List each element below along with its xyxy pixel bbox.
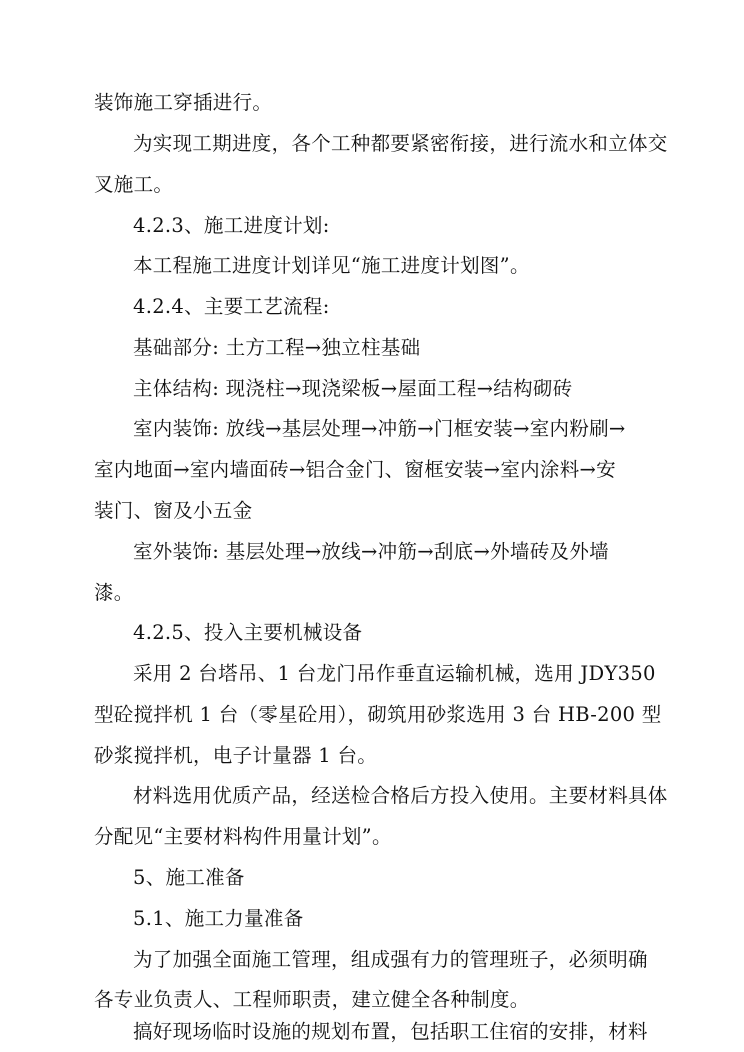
text-line: 室内地面→室内墙面砖→铝合金门、窗框安装→室内涂料→安 — [94, 458, 616, 481]
text-line: 搞好现场临时设施的规划布置，包括职工住宿的安排，材料 — [133, 1020, 648, 1043]
text-line: 装门、窗及小五金 — [94, 499, 253, 522]
text-line: 室内装饰: 放线→基层处理→冲筋→门框安装→室内粉刷→ — [133, 417, 626, 440]
text-line: 漆。 — [94, 581, 134, 604]
text-line: 为了加强全面施工管理，组成强有力的管理班子，必须明确 — [133, 948, 648, 971]
text-line: 基础部分: 土方工程→独立柱基础 — [133, 336, 421, 359]
text-line: 装饰施工穿插进行。 — [94, 91, 273, 114]
text-line: 型砼搅拌机 1 台（零星砼用），砌筑用砂浆选用 3 台 HB-200 型 — [94, 703, 662, 726]
section-heading: 4.2.5、投入主要机械设备 — [133, 621, 363, 644]
section-heading: 5.1、施工力量准备 — [133, 907, 304, 930]
text-line: 分配见“主要材料构件用量计划”。 — [94, 825, 392, 848]
text-line: 材料选用优质产品，经送检合格后方投入使用。主要材料具体 — [133, 784, 668, 807]
text-line: 主体结构: 现浇柱→现浇梁板→屋面工程→结构砌砖 — [133, 377, 573, 400]
text-line: 各专业负责人、工程师职责，建立健全各种制度。 — [94, 988, 530, 1011]
section-heading: 5、施工准备 — [133, 866, 245, 889]
text-line: 叉施工。 — [94, 173, 174, 196]
text-line: 为实现工期进度，各个工种都要紧密衔接，进行流水和立体交 — [133, 132, 668, 155]
text-line: 室外装饰: 基层处理→放线→冲筋→刮底→外墙砖及外墙 — [133, 540, 609, 563]
section-heading: 4.2.4、主要工艺流程: — [133, 295, 330, 318]
text-line: 采用 2 台塔吊、1 台龙门吊作垂直运输机械，选用 JDY350 — [133, 662, 656, 685]
text-line: 砂浆搅拌机，电子计量器 1 台。 — [94, 744, 378, 767]
section-heading: 4.2.3、施工进度计划: — [133, 214, 330, 237]
text-line: 本工程施工进度计划详见“施工进度计划图”。 — [133, 254, 530, 277]
